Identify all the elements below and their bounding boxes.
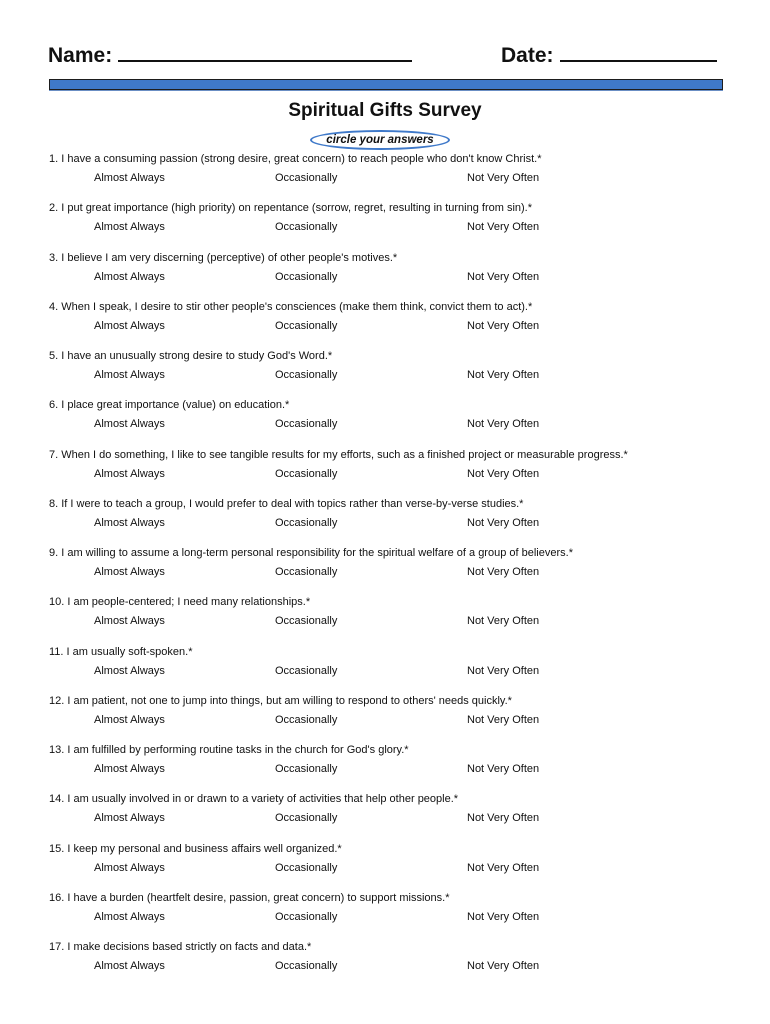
question-item <box>49 793 749 842</box>
header-banner-bar <box>49 79 723 90</box>
answer-occasionally[interactable]: Occasionally <box>275 615 338 628</box>
question-item <box>49 744 749 793</box>
answer-occasionally[interactable]: Occasionally <box>275 713 338 726</box>
question-text: 11. I am usually soft-spoken.* <box>49 645 193 658</box>
answer-almost-always[interactable]: Almost Always <box>94 319 165 332</box>
answer-almost-always[interactable]: Almost Always <box>94 418 165 431</box>
answer-not-very-often[interactable]: Not Very Often <box>467 270 540 283</box>
question-text: 9. I am willing to assume a long-term personal responsibility for the spiritual welfare of a group of believers.* <box>49 547 573 559</box>
question-text: 1. I have a consuming passion (strong desire, great concern) to reach people who don't know Christ.* <box>49 153 542 165</box>
answer-not-very-often[interactable]: Not Very Often <box>467 221 540 234</box>
question-text: 2. I put great importance (high priority) on repentance (sorrow, regret, resulting in turning from sin).* <box>49 202 533 215</box>
question-list <box>49 153 749 990</box>
header <box>48 44 724 74</box>
page-title: Spiritual Gifts Survey <box>288 100 482 121</box>
answer-not-very-often[interactable]: Not Very Often <box>467 369 540 381</box>
answer-not-very-often[interactable]: Not Very Often <box>467 960 540 972</box>
answer-occasionally[interactable]: Occasionally <box>275 418 338 431</box>
answer-not-very-often[interactable]: Not Very Often <box>467 615 540 628</box>
answer-occasionally[interactable]: Occasionally <box>275 369 338 381</box>
answer-not-very-often[interactable]: Not Very Often <box>467 319 540 332</box>
question-text: 8. If I were to teach a group, I would prefer to deal with topics rather than verse-by-verse studies.* <box>49 497 524 510</box>
answer-not-very-often[interactable]: Not Very Often <box>467 812 540 825</box>
date-blank-line[interactable] <box>560 44 717 62</box>
answer-not-very-often[interactable]: Not Very Often <box>467 910 540 923</box>
answer-occasionally[interactable]: Occasionally <box>275 270 338 283</box>
question-item <box>49 202 749 251</box>
answer-occasionally[interactable]: Occasionally <box>275 861 338 874</box>
answer-occasionally[interactable]: Occasionally <box>275 763 338 775</box>
answer-not-very-often[interactable]: Not Very Often <box>467 418 540 431</box>
answer-occasionally[interactable]: Occasionally <box>275 221 338 234</box>
answer-almost-always[interactable]: Almost Always <box>94 615 165 628</box>
answer-occasionally[interactable]: Occasionally <box>275 664 338 677</box>
question-text: 15. I keep my personal and business affairs well organized.* <box>49 842 342 855</box>
question-text: 3. I believe I am very discerning (perceptive) of other people's motives.* <box>49 251 398 264</box>
answer-almost-always[interactable]: Almost Always <box>94 221 165 234</box>
answer-not-very-often[interactable]: Not Very Often <box>467 664 540 677</box>
answer-not-very-often[interactable]: Not Very Often <box>467 763 540 775</box>
question-text: 4. When I speak, I desire to stir other people's consciences (make them think, convict them to act).* <box>49 300 533 313</box>
answer-occasionally[interactable]: Occasionally <box>275 566 338 578</box>
answer-almost-always[interactable]: Almost Always <box>94 763 165 775</box>
answer-occasionally[interactable]: Occasionally <box>275 467 338 480</box>
instruction-text: circle your answers <box>326 134 434 146</box>
question-item <box>49 843 749 892</box>
answer-not-very-often[interactable]: Not Very Often <box>467 516 540 529</box>
question-item <box>49 646 749 695</box>
question-text: 5. I have an unusually strong desire to study God's Word.* <box>49 350 333 362</box>
question-item <box>49 301 749 350</box>
question-item <box>49 596 749 645</box>
question-item <box>49 892 749 941</box>
name-label: Name: <box>48 44 113 67</box>
answer-occasionally[interactable]: Occasionally <box>275 172 338 184</box>
question-item <box>49 498 749 547</box>
answer-occasionally[interactable]: Occasionally <box>275 516 338 529</box>
answer-almost-always[interactable]: Almost Always <box>94 960 165 972</box>
question-text: 17. I make decisions based strictly on facts and data.* <box>49 941 312 953</box>
question-item <box>49 350 749 399</box>
answer-almost-always[interactable]: Almost Always <box>94 861 165 874</box>
question-item <box>49 449 749 498</box>
answer-not-very-often[interactable]: Not Very Often <box>467 566 540 578</box>
answer-not-very-often[interactable]: Not Very Often <box>467 861 540 874</box>
question-text: 14. I am usually involved in or drawn to a variety of activities that help other people.* <box>49 793 459 806</box>
question-item <box>49 547 749 596</box>
question-text: 13. I am fulfilled by performing routine tasks in the church for God's glory.* <box>49 744 409 756</box>
date-label: Date: <box>501 44 554 67</box>
answer-not-very-often[interactable]: Not Very Often <box>467 467 540 480</box>
answer-almost-always[interactable]: Almost Always <box>94 172 165 184</box>
question-text: 12. I am patient, not one to jump into things, but am willing to respond to others' needs quickly.* <box>49 694 512 707</box>
answer-almost-always[interactable]: Almost Always <box>94 566 165 578</box>
answer-almost-always[interactable]: Almost Always <box>94 516 165 529</box>
instruction-oval <box>310 130 450 150</box>
answer-almost-always[interactable]: Almost Always <box>94 270 165 283</box>
question-item <box>49 941 749 990</box>
question-text: 7. When I do something, I like to see tangible results for my efforts, such as a finished project or measurable progress.* <box>49 448 628 461</box>
answer-not-very-often[interactable]: Not Very Often <box>467 172 540 184</box>
answer-almost-always[interactable]: Almost Always <box>94 910 165 923</box>
answer-occasionally[interactable]: Occasionally <box>275 960 338 972</box>
answer-occasionally[interactable]: Occasionally <box>275 812 338 825</box>
answer-occasionally[interactable]: Occasionally <box>275 910 338 923</box>
answer-almost-always[interactable]: Almost Always <box>94 369 165 381</box>
date-field <box>501 44 717 68</box>
question-item <box>49 695 749 744</box>
question-item <box>49 399 749 448</box>
question-text: 16. I have a burden (heartfelt desire, passion, great concern) to support missions.* <box>49 891 450 904</box>
answer-occasionally[interactable]: Occasionally <box>275 319 338 332</box>
question-item <box>49 252 749 301</box>
answer-almost-always[interactable]: Almost Always <box>94 664 165 677</box>
answer-almost-always[interactable]: Almost Always <box>94 467 165 480</box>
question-text: 10. I am people-centered; I need many relationships.* <box>49 596 311 609</box>
question-item <box>49 153 749 202</box>
answer-almost-always[interactable]: Almost Always <box>94 713 165 726</box>
question-text: 6. I place great importance (value) on education.* <box>49 399 290 412</box>
name-field <box>48 44 412 68</box>
name-blank-line[interactable] <box>118 44 412 62</box>
answer-not-very-often[interactable]: Not Very Often <box>467 713 540 726</box>
answer-almost-always[interactable]: Almost Always <box>94 812 165 825</box>
